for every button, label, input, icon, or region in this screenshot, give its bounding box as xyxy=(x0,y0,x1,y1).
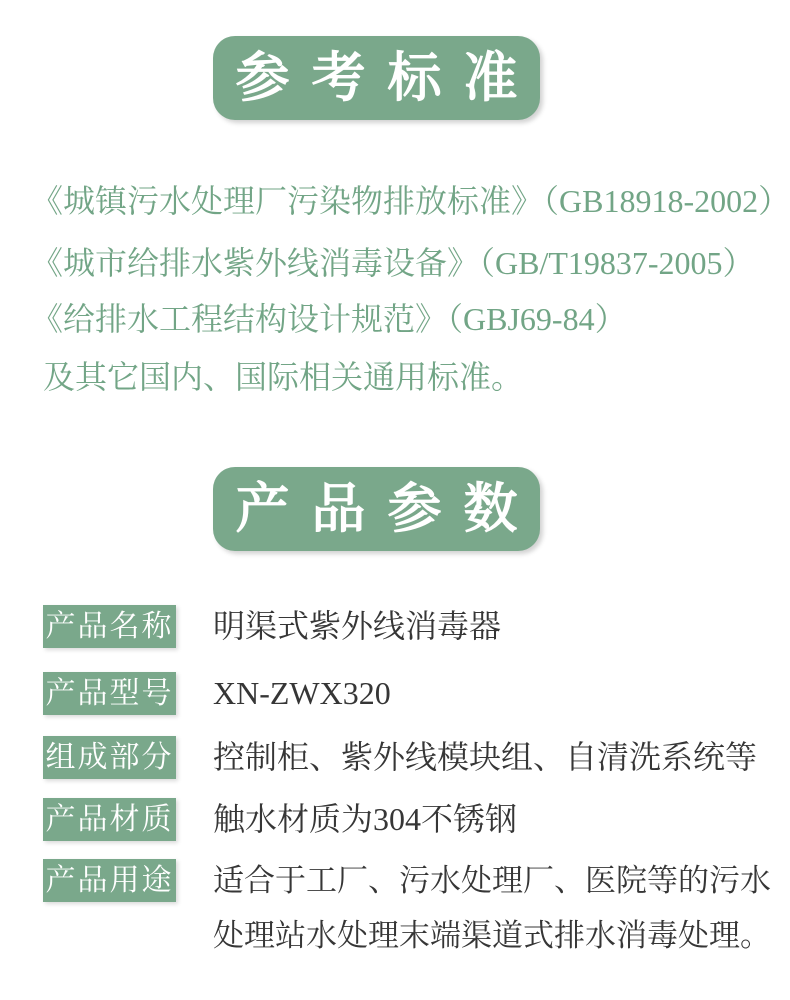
param-label-components: 组成部分 xyxy=(43,736,176,779)
param-label-usage: 产品用途 xyxy=(43,859,176,902)
param-row-usage xyxy=(43,859,779,963)
param-value-product-name: 明渠式紫外线消毒器 xyxy=(213,608,502,644)
standard-line-3: 《给排水工程结构设计规范》（GBJ69-84） xyxy=(31,301,627,337)
param-row-material xyxy=(43,798,517,841)
standard-line-2: 《城市给排水紫外线消毒设备》（GB/T19837-2005） xyxy=(31,245,755,281)
param-value-material: 触水材质为304不锈钢 xyxy=(213,801,518,837)
param-value-model: XN-ZWX320 xyxy=(213,675,391,711)
standard-line-1: 《城镇污水处理厂污染物排放标准》（GB18918-2002） xyxy=(31,183,790,219)
param-value-usage: 适合于工厂、污水处理厂、医院等的污水处理站水处理末端渠道式排水消毒处理。 xyxy=(213,863,771,953)
param-label-model: 产品型号 xyxy=(43,672,176,715)
reference-standards-banner: 参考标准 xyxy=(213,36,540,120)
param-row-components xyxy=(43,736,757,779)
param-row-model xyxy=(43,672,391,715)
param-row-product-name xyxy=(43,605,501,648)
param-label-material: 产品材质 xyxy=(43,798,176,841)
param-value-components: 控制柜、紫外线模块组、自清洗系统等 xyxy=(213,739,758,775)
product-params-banner: 产品参数 xyxy=(213,467,540,551)
standard-line-4: 及其它国内、国际相关通用标准。 xyxy=(43,359,524,395)
param-label-product-name: 产品名称 xyxy=(43,605,176,648)
